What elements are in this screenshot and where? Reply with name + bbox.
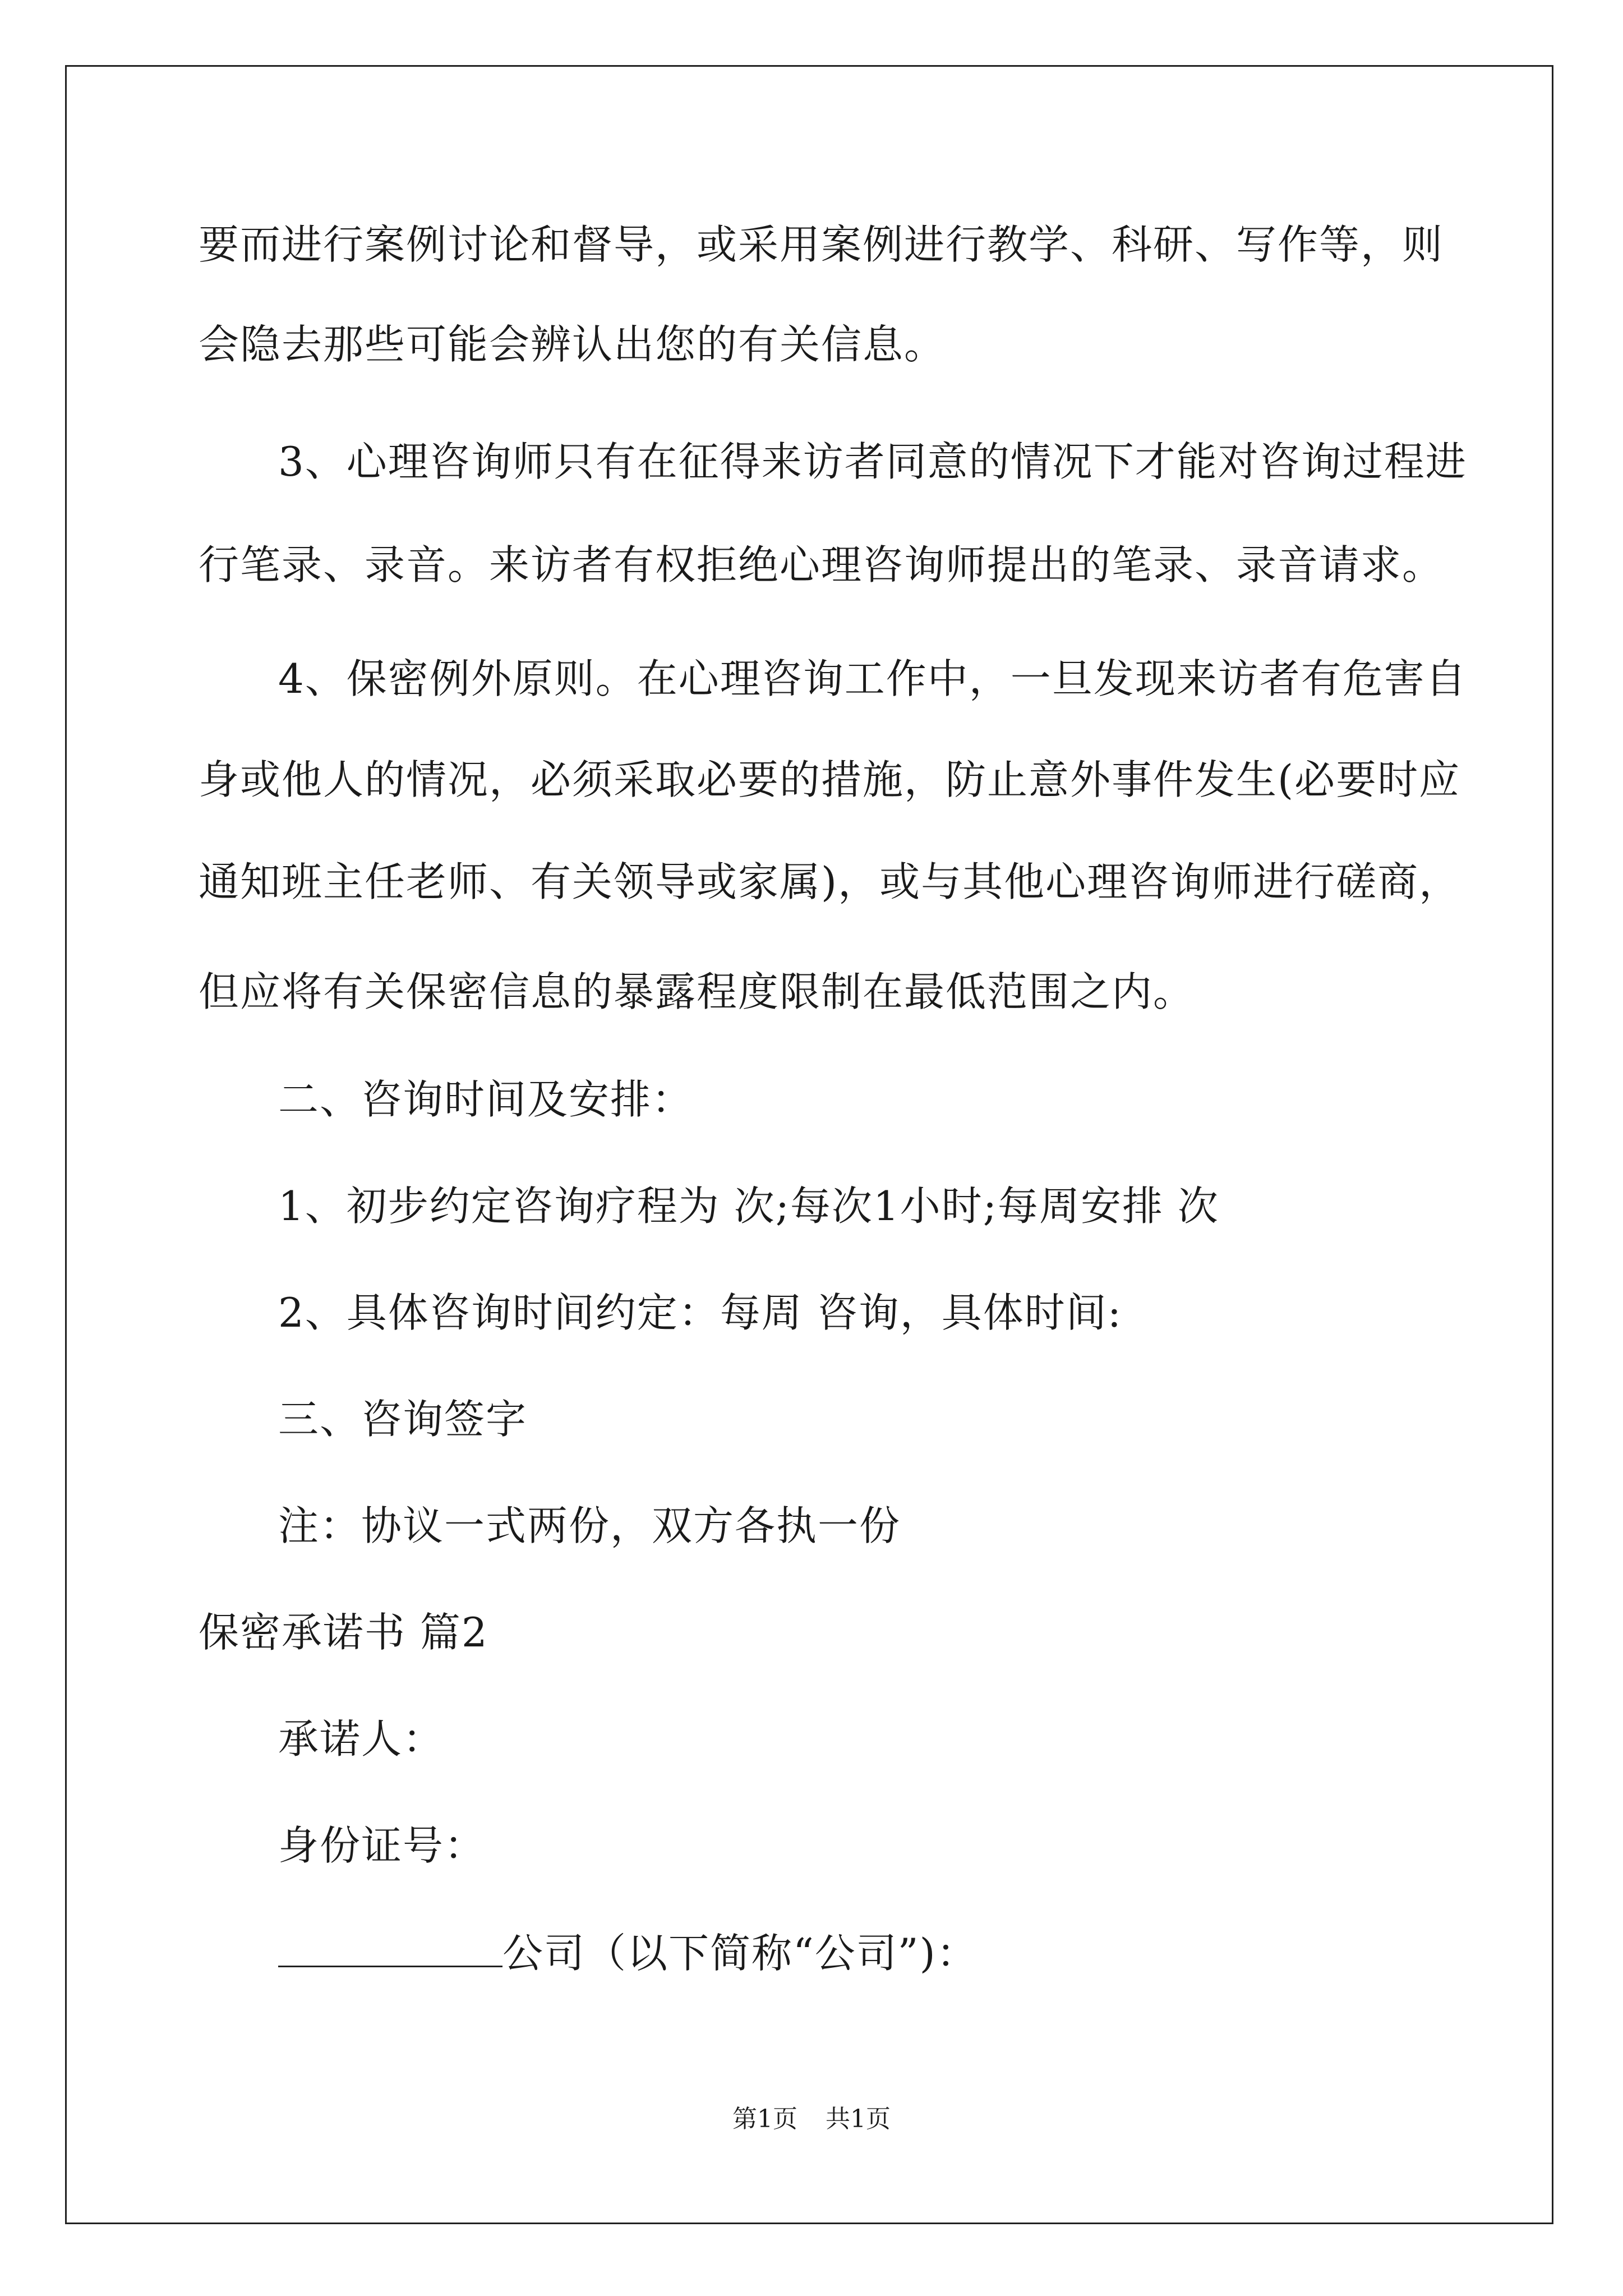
company-line <box>278 1925 978 1981</box>
company-label: 公司（以下简称“公司”)： <box>502 1930 978 1977</box>
body-line-7: 通知班主任老师、有关领导或家属)，或与其他心理咨询师进行磋商， <box>199 858 1461 905</box>
id-number-label: 身份证号： <box>278 1822 486 1869</box>
body-line-time: 2、具体咨询时间约定：每周 咨询，具体时间: <box>278 1289 1122 1336</box>
page-footer <box>0 2102 1623 2136</box>
body-line-5: 4、保密例外原则。在心理咨询工作中，一旦发现来访者有危害自 <box>278 655 1467 702</box>
body-line-8: 但应将有关保密信息的暴露程度限制在最低范围之内。 <box>199 968 1195 1015</box>
body-line-2: 会隐去那些可能会辨认出您的有关信息。 <box>199 321 946 368</box>
body-line-course: 1、初步约定咨询疗程为 次;每次1小时;每周安排 次 <box>278 1182 1219 1230</box>
section-heading-signature: 三、咨询签字 <box>278 1396 528 1443</box>
body-line-3: 3、心理咨询师只有在征得来访者同意的情况下才能对咨询过程进 <box>278 438 1467 485</box>
body-line-6: 身或他人的情况，必须采取必要的措施，防止意外事件发生(必要时应 <box>199 756 1461 803</box>
page-border <box>65 65 1553 2224</box>
note-line: 注：协议一式两份，双方各执一份 <box>278 1502 901 1549</box>
body-line-1: 要而进行案例讨论和督导，或采用案例进行教学、科研、写作等，则 <box>199 221 1444 268</box>
page-total: 共1页 <box>826 2105 891 2133</box>
company-name-blank <box>278 1926 502 1967</box>
promisor-label: 承诺人： <box>278 1715 445 1763</box>
article-title: 保密承诺书 篇2 <box>199 1609 488 1656</box>
section-heading-schedule: 二、咨询时间及安排： <box>278 1076 694 1123</box>
body-line-4: 行笔录、录音。来访者有权拒绝心理咨询师提出的笔录、录音请求。 <box>199 541 1444 588</box>
page-number: 第1页 <box>732 2105 797 2133</box>
